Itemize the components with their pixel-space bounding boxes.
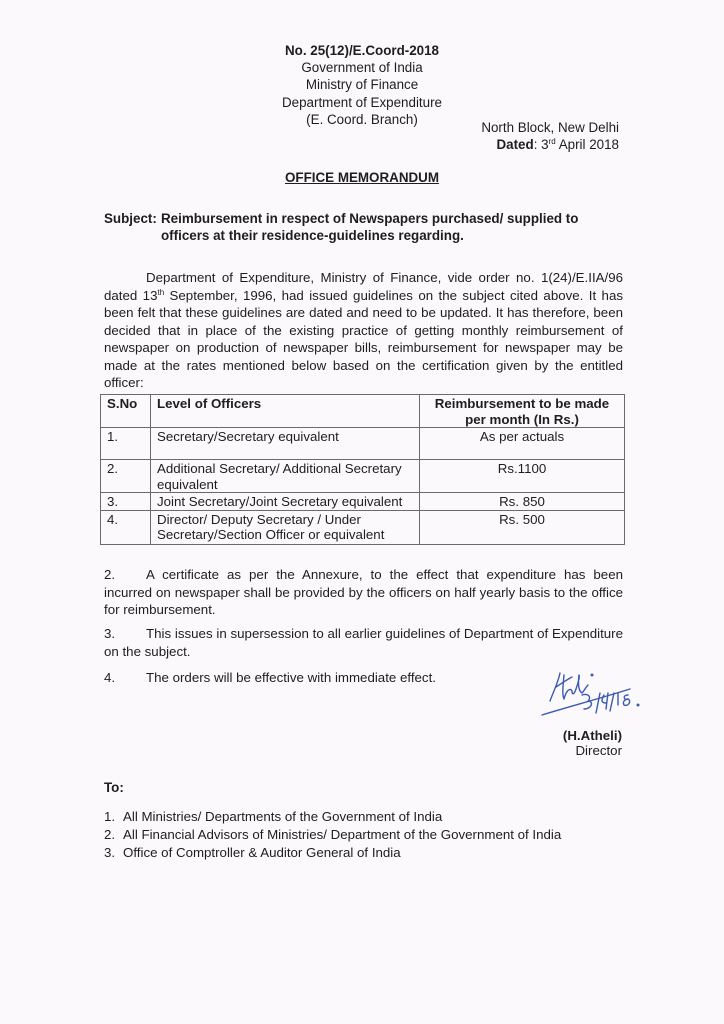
- reimbursement-table: [100, 394, 625, 545]
- cell-sno: 1.: [101, 428, 151, 460]
- document-title: OFFICE MEMORANDUM: [285, 170, 439, 185]
- paragraph-1-text-a: Department of Expenditure, Ministry of Finance, vide order no. 1(24)/E.IIA/96 dated 13: [104, 270, 623, 303]
- cell-amount: Rs.1100: [420, 460, 625, 493]
- paragraph-1-text-b: September, 1996, had issued guidelines on the subject cited above. It has been felt that these guidelines are dated and need to be updated. It has therefore, been decided that in place of the existing practice of getting monthly reimbursement of newspaper on production of newspaper bills, reimbursement for newspaper may be made at the rates mentioned below based on the certification given by the entitled officer:: [104, 287, 623, 390]
- paragraph-3-text: This issues in supersession to all earlier guidelines of Department of Expenditure on the subject.: [104, 626, 623, 659]
- list-item-number: 3.: [104, 845, 116, 860]
- subject-label: Subject:: [104, 211, 157, 226]
- list-item-number: 2.: [104, 827, 116, 842]
- document-header: [212, 42, 512, 128]
- signatory-designation: Director: [575, 743, 622, 758]
- header-amount: Reimbursement to be made per month (In Rs.): [420, 395, 625, 428]
- place-and-date: [420, 119, 619, 153]
- cell-level: Joint Secretary/Joint Secretary equivalent: [151, 493, 420, 511]
- header-branch: (E. Coord. Branch): [306, 111, 418, 127]
- list-item-text: Office of Comptroller & Auditor General of India: [123, 845, 401, 860]
- list-item: [104, 844, 561, 862]
- list-item-number: 1.: [104, 809, 116, 824]
- recipients-label: To:: [104, 780, 124, 795]
- list-item-text: All Financial Advisors of Ministries/ Department of the Government of India: [123, 827, 562, 842]
- cell-level: Additional Secretary/ Additional Secretary equivalent: [151, 460, 420, 493]
- paragraph-2-text: A certificate as per the Annexure, to the effect that expenditure has been incurred on newspaper shall be provided by the officers on half yearly basis to the office for reimbursement.: [104, 567, 623, 617]
- cell-amount: Rs. 850: [420, 493, 625, 511]
- list-item: [104, 826, 561, 844]
- list-item: [104, 808, 561, 826]
- paragraph-3: [104, 625, 623, 660]
- date-day: 3: [541, 137, 549, 152]
- date-line: Dated: 3rd April 2018: [496, 137, 619, 152]
- reference-number: No. 25(12)/E.Coord-2018: [284, 43, 440, 58]
- header-government: Government of India: [301, 60, 423, 76]
- header-level: Level of Officers: [151, 395, 420, 428]
- handwritten-signature-icon: [538, 665, 648, 725]
- cell-sno: 2.: [101, 460, 151, 493]
- table-row: [101, 460, 625, 493]
- subject-line-2: officers at their residence-guidelines regarding.: [161, 228, 464, 243]
- table-row: [101, 493, 625, 511]
- subject-block: [104, 210, 624, 244]
- table-row: [101, 510, 625, 544]
- table-header-row: [101, 395, 625, 428]
- date-rest: April 2018: [555, 137, 619, 152]
- recipients-list: [104, 808, 561, 862]
- dated-label: Dated: [496, 137, 534, 152]
- cell-amount: Rs. 500: [420, 510, 625, 544]
- header-ministry: Ministry of Finance: [305, 77, 419, 93]
- cell-amount: As per actuals: [420, 428, 625, 460]
- table-row: [101, 428, 625, 460]
- cell-sno: 4.: [101, 510, 151, 544]
- paragraph-4-text: The orders will be effective with immediate effect.: [146, 670, 436, 685]
- header-department: Department of Expenditure: [281, 94, 443, 110]
- paragraph-2: [104, 566, 623, 619]
- paragraph-1: [104, 269, 623, 392]
- date-suffix: rd: [548, 137, 556, 146]
- paragraph-4-number: 4.: [104, 670, 116, 685]
- paragraph-3-number: 3.: [104, 626, 116, 641]
- paragraph-2-number: 2.: [104, 567, 116, 582]
- cell-level: Director/ Deputy Secretary / Under Secretary/Section Officer or equivalent: [151, 510, 420, 544]
- header-sno: S.No: [101, 395, 151, 428]
- list-item-text: All Ministries/ Departments of the Government of India: [123, 809, 443, 824]
- location: North Block, New Delhi: [481, 120, 619, 135]
- paragraph-1-sup: th: [157, 287, 165, 297]
- subject-line-1: Reimbursement in respect of Newspapers purchased/ supplied to: [161, 211, 579, 226]
- cell-level: Secretary/Secretary equivalent: [151, 428, 420, 460]
- signatory-name: (H.Atheli): [562, 728, 622, 743]
- signatory: [520, 728, 622, 758]
- cell-sno: 3.: [101, 493, 151, 511]
